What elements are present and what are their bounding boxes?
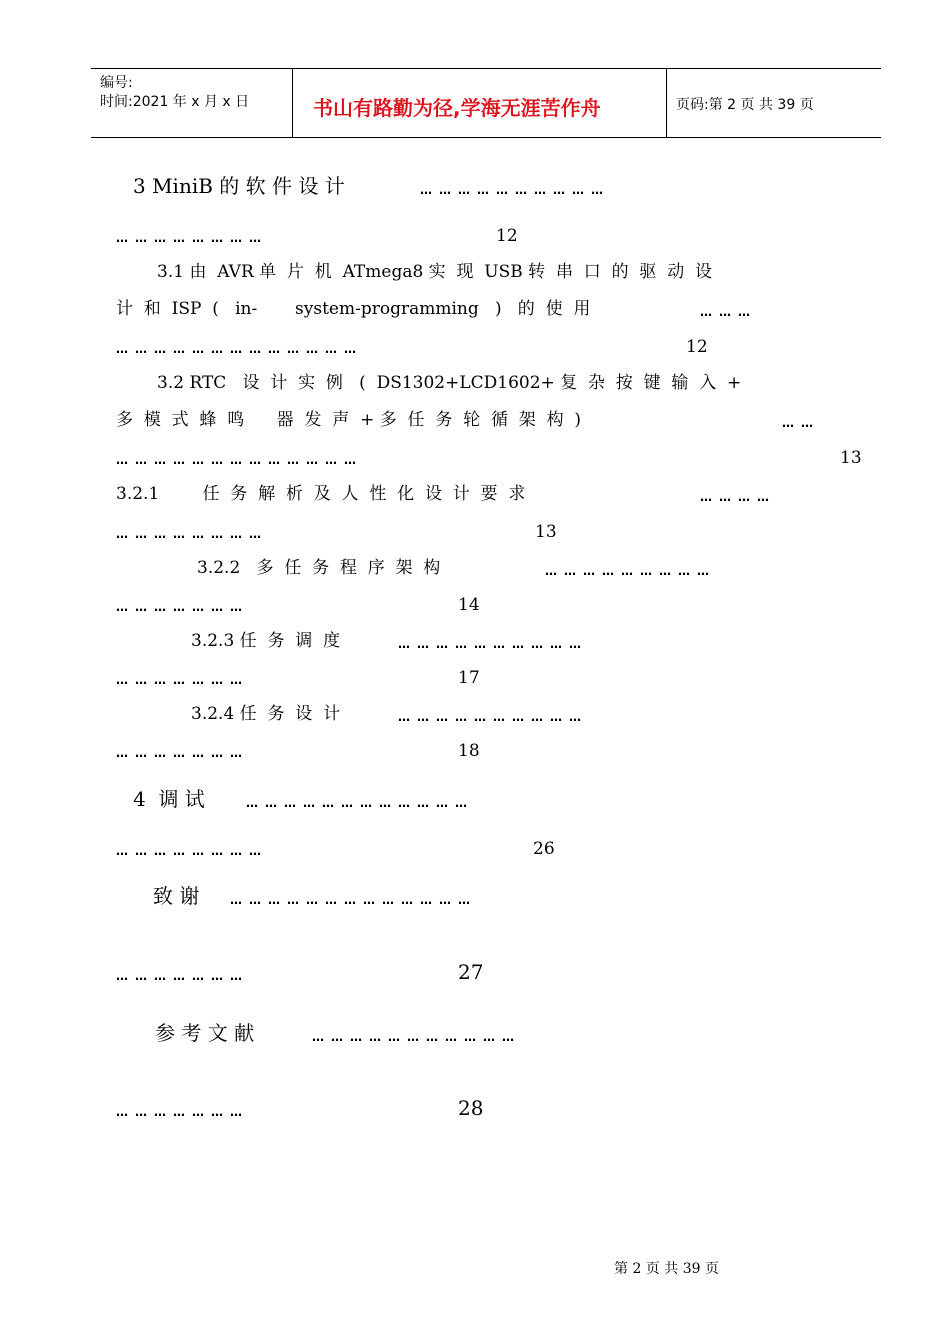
page-header — [91, 68, 881, 138]
header-meta-cell — [91, 69, 293, 137]
toc-dots: ………………………… — [398, 637, 588, 651]
toc-page-number: 26 — [533, 839, 555, 859]
toc-page-number: 12 — [686, 337, 708, 357]
toc-dots: ………………………… — [420, 183, 610, 197]
toc-page-number: 27 — [458, 960, 484, 984]
toc-dots: ………………………………… — [116, 342, 363, 356]
toc-dots: …………………… — [116, 231, 268, 245]
toc-page-number: 18 — [458, 741, 480, 761]
toc-page-number: 14 — [458, 595, 480, 615]
page-footer: 第 2 页 共 39 页 — [614, 1261, 719, 1277]
toc-entry-3-2-1-title: 3.2.1 任 务 解 析 及 人 性 化 设 计 要 求 — [116, 484, 526, 504]
toc-entry-references-title: 参 考 文 献 — [155, 1021, 255, 1045]
toc-dots: ………………… — [116, 1105, 249, 1119]
toc-dots: …………………………… — [312, 1030, 521, 1044]
toc-dots: ………………… — [116, 969, 249, 983]
toc-dots: ………………………………… — [230, 893, 477, 907]
toc-entry-3-2-3-title: 3.2.3 任 务 调 度 — [191, 631, 341, 651]
toc-page-number: 17 — [458, 668, 480, 688]
toc-entry-acknowledgement-title: 致 谢 — [153, 884, 200, 908]
header-motto: 书山有路勤为径,学海无涯苦作舟 — [313, 96, 601, 120]
toc-page-number: 28 — [458, 1096, 484, 1120]
toc-entry-3-1-title-cont: 计 和 ISP ( in- system-programming ) 的 使 用 — [116, 299, 591, 319]
header-motto-cell — [293, 69, 667, 137]
toc-page-number: 12 — [496, 226, 518, 246]
toc-entry-4-title: 4 调 试 — [133, 787, 205, 811]
header-page-label: 页码:第 2 页 共 39 页 — [676, 97, 814, 113]
toc-entry-3-2-2-title: 3.2.2 多 任 务 程 序 架 构 — [197, 558, 441, 578]
toc-dots: ………………… — [116, 746, 249, 760]
toc-dots: ……………………………… — [246, 796, 474, 810]
toc-dots: …… — [782, 416, 820, 430]
doc-number-label: 编号: — [100, 75, 133, 91]
toc-entry-3-title: 3 MiniB 的 软 件 设 计 — [133, 174, 345, 198]
toc-entry-3-1-title: 3.1 由 AVR 单 片 机 ATmega8 实 现 USB 转 串 口 的 驱 动 设 — [157, 262, 713, 282]
toc-entry-3-2-title: 3.2 RTC 设 计 实 例 ( DS1302+LCD1602+ 复 杂 按 键 输 入 + — [157, 373, 742, 393]
toc-page-number: 13 — [535, 522, 557, 542]
toc-dots: ……… — [700, 305, 757, 319]
toc-dots: ………………………… — [398, 710, 588, 724]
toc-dots: …………………… — [116, 844, 268, 858]
toc-entry-3-2-title-cont: 多 模 式 蜂 鸣 器 发 声 + 多 任 务 轮 循 架 构 ) — [116, 410, 582, 430]
toc-dots: …………………… — [116, 527, 268, 541]
toc-dots: ………………………………… — [116, 453, 363, 467]
toc-dots: ………………… — [116, 600, 249, 614]
toc-dots: ………………… — [116, 673, 249, 687]
toc-page-number: 13 — [840, 448, 862, 468]
header-page-cell — [667, 69, 881, 137]
doc-time-label: 时间:2021 年 x 月 x 日 — [100, 94, 250, 110]
toc-dots: ……………………… — [545, 564, 716, 578]
toc-entry-3-2-4-title: 3.2.4 任 务 设 计 — [191, 704, 341, 724]
toc-dots: ………… — [700, 490, 776, 504]
